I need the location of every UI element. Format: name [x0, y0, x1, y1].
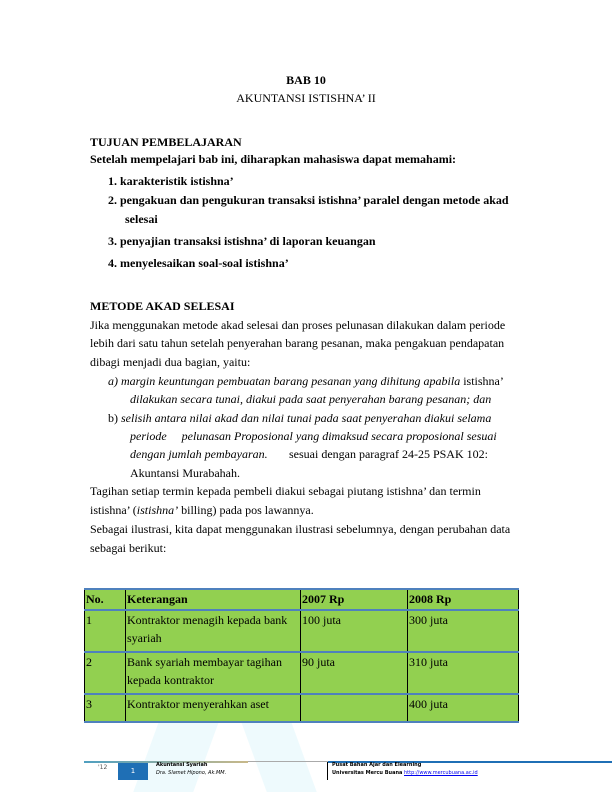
cell: Bank syariah membayar tagihan kepada kontraktor: [126, 652, 301, 694]
paragraph-line: [90, 503, 314, 517]
cell: 100 juta: [301, 610, 408, 652]
page-number-box: [118, 763, 148, 780]
paragraph-line: Jika menggunakan metode akad selesai dan proses pelunasan dilakukan dalam periode: [90, 318, 506, 332]
footer-rule-mid: [248, 761, 328, 762]
cell: Kontraktor menyerahkan aset: [126, 694, 301, 722]
method-heading: METODE AKAD SELESAI: [90, 299, 235, 313]
list-item-a-term: istishna’: [460, 374, 504, 388]
chapter-number: BAB 10: [286, 73, 326, 87]
footer-year: '12: [98, 764, 108, 771]
paragraph-line: Tagihan setiap termin kepada pembeli diakui sebagai piutang istishna’ dan termin: [90, 484, 481, 498]
objective-item: selesai: [125, 212, 158, 226]
footer-url-link[interactable]: http://www.mercubuana.ac.id: [404, 770, 478, 776]
footer-author: Dra. Slamet Hipono, Ak.MM.: [156, 770, 227, 776]
cell: 400 juta: [408, 694, 519, 722]
cell: Kontraktor menagih kepada bank syariah: [126, 610, 301, 652]
chapter-title: AKUNTANSI ISTISHNA’ II: [236, 91, 376, 105]
objectives-heading: TUJUAN PEMBELAJARAN: [90, 135, 242, 149]
table-row: [85, 694, 519, 722]
list-item-b-text: selisih antara nilai akad dan nilai tunai pada saat penyerahan diakui selama: [121, 411, 492, 425]
objective-item: 3. penyajian transaksi istishna’ di laporan keuangan: [108, 234, 376, 248]
text-span: istishna’ (: [90, 503, 137, 517]
table-row: [85, 652, 519, 694]
header-cell: No.: [85, 589, 126, 610]
cell: 310 juta: [408, 652, 519, 694]
table-row: [85, 610, 519, 652]
paragraph-line: sebagai berikut:: [90, 541, 167, 555]
objective-item: 4. menyelesaikan soal-soal istishna’: [108, 256, 289, 270]
list-item-b-cont: periode pelunasan Proposional yang dimaksud secara proposional sesuai: [130, 429, 497, 443]
objectives-intro: Setelah mempelajari bab ini, diharapkan mahasiswa dapat memahami:: [90, 152, 457, 166]
list-item-a-cont: dilakukan secara tunai, diakui pada saat penyerahan barang pesanan; dan: [130, 392, 492, 406]
cell: 300 juta: [408, 610, 519, 652]
header-cell: Keterangan: [126, 589, 301, 610]
list-item-b-marker: b): [108, 411, 121, 425]
footer-separator: [327, 762, 328, 780]
list-item-a-text: a) margin keuntungan pembuatan barang pesanan yang dihitung apabila: [108, 374, 461, 388]
cell: 90 juta: [301, 652, 408, 694]
list-item-b-cont: dengan jumlah pembayaran.: [130, 447, 268, 461]
header-cell: 2008 Rp: [408, 589, 519, 610]
cell: 3: [85, 694, 126, 722]
cell: [301, 694, 408, 722]
psak-reference-cont: Akuntansi Murabahah.: [130, 466, 240, 480]
paragraph-line: dibagi menjadi dua bagian, yaitu:: [90, 355, 251, 369]
list-item-b: [108, 411, 491, 425]
page-number: 1: [130, 767, 136, 775]
header-cell: 2007 Rp: [301, 589, 408, 610]
paragraph-line: lebih dari satu tahun setelah penyerahan barang pesanan, maka pengakuan pendapatan: [90, 336, 505, 350]
text-span: billing) pada pos lawannya.: [178, 503, 314, 517]
footer-university-line: [332, 770, 478, 776]
list-item-a: [108, 374, 504, 388]
psak-reference: sesuai dengan paragraf 24-25 PSAK 102:: [289, 447, 488, 461]
illustration-table: [84, 588, 519, 723]
paragraph-line: Sebagai ilustrasi, kita dapat menggunakan ilustrasi sebelumnya, dengan perubahan data: [90, 522, 511, 536]
text-span: istishna’: [136, 503, 179, 517]
objective-item: 2. pengakuan dan pengukuran transaksi istishna’ paralel dengan metode akad: [108, 193, 509, 207]
objective-item: 1. karakteristik istishna’: [108, 174, 234, 188]
cell: 1: [85, 610, 126, 652]
table-header-row: [85, 589, 519, 610]
footer-university: Universitas Mercu Buana: [332, 770, 403, 776]
footer-course: Akuntansi Syariah: [156, 762, 208, 768]
cell: 2: [85, 652, 126, 694]
footer-center: Pusat Bahan Ajar dan Elearning: [332, 762, 422, 768]
